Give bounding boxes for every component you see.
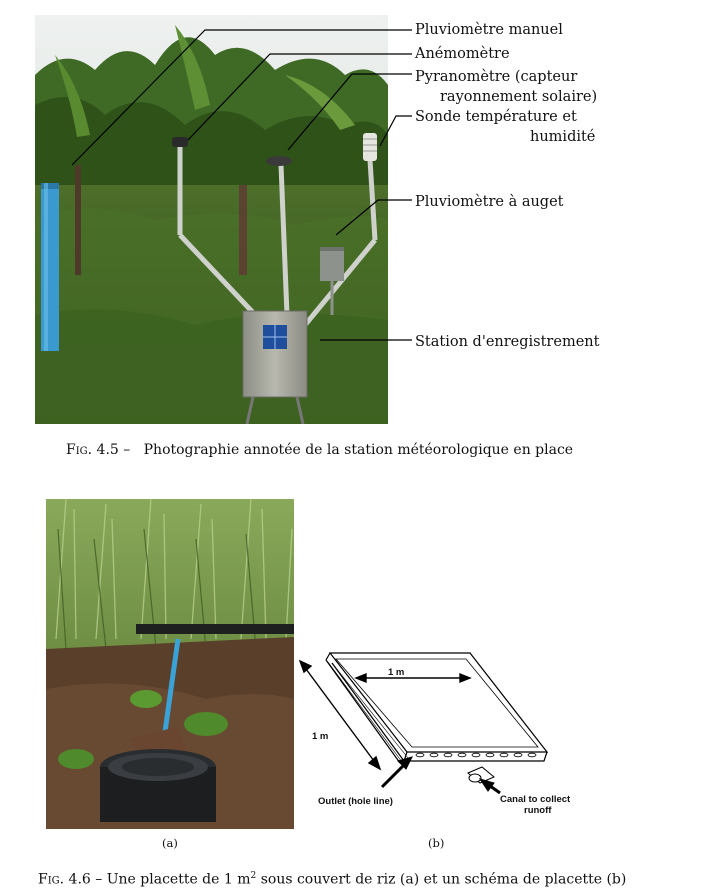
figure-4-6-caption-superscript: 2 bbox=[250, 871, 257, 881]
label-station-enregistrement: Station d'enregistrement bbox=[415, 334, 600, 350]
figure-4-6-caption bbox=[38, 872, 626, 887]
figure-4-5-caption-text: Photographie annotée de la station météorologique en place bbox=[143, 442, 574, 458]
figure-4-6-caption-text-2: sous couvert de riz (a) et un schéma de placette (b) bbox=[256, 871, 627, 888]
label-sonde-line1: Sonde température et bbox=[415, 109, 577, 125]
label-pluviometre-manuel: Pluviomètre manuel bbox=[415, 22, 563, 38]
label-anemometre: Anémomètre bbox=[415, 46, 510, 62]
figure-4-5-caption-prefix: Fig. 4.5 – bbox=[66, 442, 131, 458]
schematic-canal-label-line2: runoff bbox=[524, 805, 552, 816]
label-sonde-line2: humidité bbox=[530, 129, 596, 145]
figure-4-6-caption-text-1: Une placette de 1 m bbox=[106, 871, 251, 888]
rice-plot-photo bbox=[46, 499, 294, 829]
subcaption-b: (b) bbox=[428, 836, 445, 850]
schematic-dim-top: 1 m bbox=[388, 667, 405, 678]
label-pyranometre-line1: Pyranomètre (capteur bbox=[415, 69, 578, 85]
figure-4-6-caption-prefix: Fig. 4.6 – bbox=[38, 871, 103, 888]
subcaption-a: (a) bbox=[162, 836, 178, 850]
schematic-outlet-label: Outlet (hole line) bbox=[318, 796, 393, 807]
label-pluviometre-auget: Pluviomètre à auget bbox=[415, 194, 564, 210]
figure-4-5-caption bbox=[66, 443, 573, 457]
schematic-canal-label-line1: Canal to collect bbox=[500, 794, 571, 805]
label-pyranometre-line2: rayonnement solaire) bbox=[440, 89, 598, 105]
schematic-dim-side: 1 m bbox=[312, 731, 329, 742]
